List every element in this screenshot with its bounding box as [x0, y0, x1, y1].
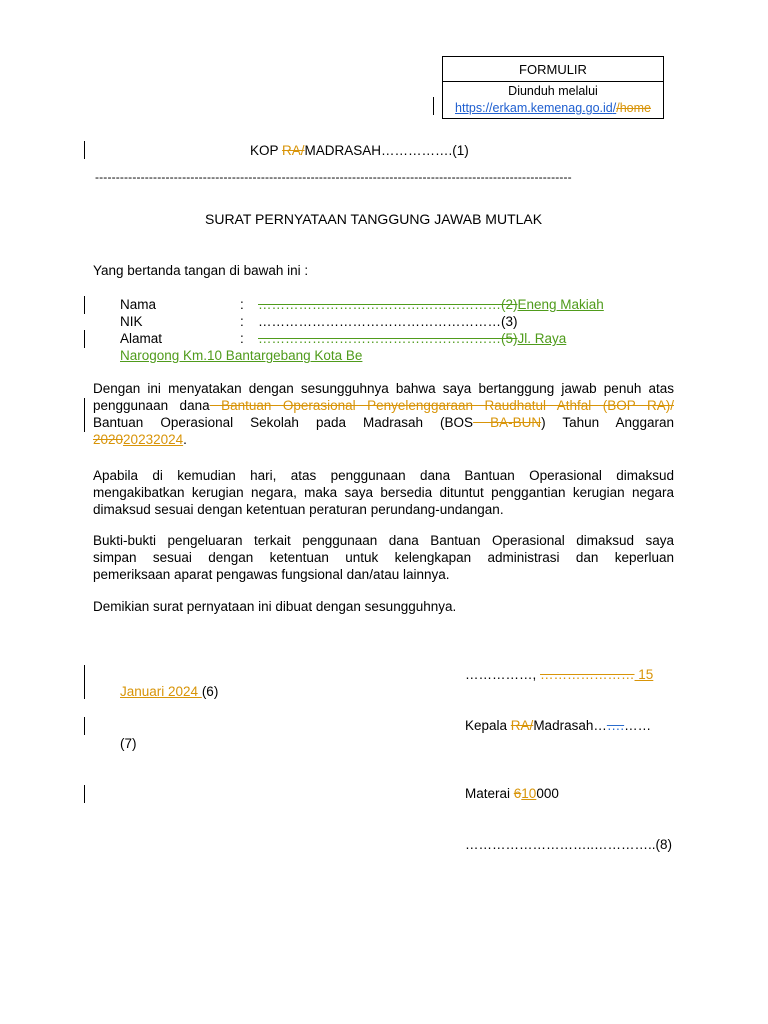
change-bar [433, 97, 434, 115]
change-bar [84, 141, 85, 159]
change-bar [84, 717, 85, 735]
field-colon: : [240, 314, 244, 329]
sign-name-line: ………………………..…………..(8) [465, 837, 673, 852]
sign-date-line1: ……………, ………………… 15 [465, 667, 654, 682]
change-bar [84, 665, 85, 699]
separator-line: ------------------------------------------------------------------------------------------------------------------- [95, 170, 572, 184]
intro-text: Yang bertanda tangan di bawah ini : [93, 263, 309, 278]
change-bar [84, 785, 85, 803]
link-deleted-suffix: /home [616, 101, 651, 115]
sign-kepala-num: (7) [120, 736, 137, 751]
form-box [442, 56, 664, 119]
sign-materai: Materai 610000 [465, 786, 559, 801]
change-bar [84, 398, 85, 432]
paragraph-1: Dengan ini menyatakan dengan sesungguhnya bahwa saya bertanggung jawab penuh atas penggunaan dana Bantuan Operasional Penyelenggaraan Raudhatul Athfal (BOP RA)/ Bantuan Operasional Sekolah pada Madrasah (BOS BA-BUN) Tahun Anggaran 202020232024. [93, 381, 675, 447]
sign-date-line2: Januari 2024 (6) [120, 684, 219, 699]
kop-deleted: RA/ [282, 143, 305, 158]
field-colon: : [240, 331, 244, 346]
field-label-alamat: Alamat [120, 331, 163, 346]
sign-kepala: Kepala RA/Madrasah…….…… [465, 718, 652, 733]
form-box-line1: Diunduh melalui [508, 84, 598, 98]
change-bar [84, 296, 85, 314]
form-box-link-line [443, 99, 663, 116]
document-title: SURAT PERNYATAAN TANGGUNG JAWAB MUTLAK [205, 211, 543, 227]
link-sep: / [612, 101, 617, 115]
field-value-nik: ………………………………………………(3) [258, 314, 518, 329]
paragraph-2: Apabila di kemudian hari, atas penggunaan dana Bantuan Operasional dimaksud mengakibatkan kerugian negara, maka saya bersedia dituntut penggantian kerugian negara dimaksud sesuai dengan ketentuan peraturan perundang-undangan. [93, 468, 674, 517]
field-label-nama: Nama [120, 297, 157, 312]
paragraph-3: Bukti-bukti pengeluaran terkait penggunaan dana Bantuan Operasional dimaksud saya simpan sesuai dengan ketentuan untuk kelengkapan administrasi dan keperluan pemeriksaan aparat pengawas fungsional dan/atau lainnya. [93, 533, 674, 582]
field-value-nama: ………………………………………………(2)Eneng Makiah [258, 297, 604, 312]
form-box-title: FORMULIR [443, 57, 663, 82]
download-link[interactable]: https://erkam.kemenag.go.id [455, 101, 613, 115]
field-colon: : [240, 297, 244, 312]
kop-heading: KOP RA/MADRASAH…………….(1) [250, 143, 469, 158]
field-label-nik: NIK [120, 314, 143, 329]
field-value-alamat: ………………………………………………(5)Jl. Raya [258, 331, 567, 346]
field-value-alamat-line2: Narogong Km.10 Bantargebang Kota Be [120, 348, 363, 363]
change-bar [84, 330, 85, 348]
paragraph-4: Demikian surat pernyataan ini dibuat dengan sesungguhnya. [93, 599, 457, 614]
